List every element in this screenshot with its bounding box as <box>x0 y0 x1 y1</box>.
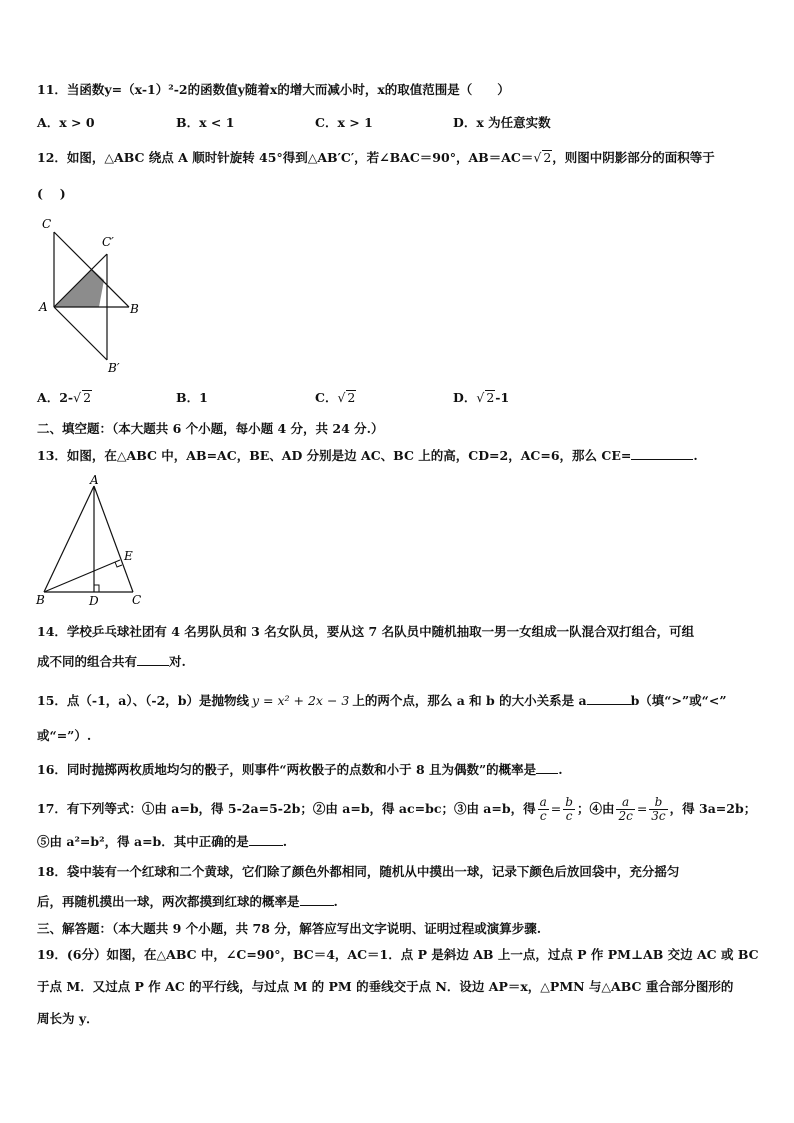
q11-option-a: A．x > 0 <box>37 115 95 130</box>
q16-stem: 16．同时抛掷两枚质地均匀的骰子，则事件“两枚骰子的点数和小于 8 且为偶数”的概率是 . <box>37 762 563 777</box>
section-3-heading: 三、解答题：（本大题共 9 个小题，共 78 分，解答应写出文字说明、证明过程或演算步骤. <box>37 921 542 936</box>
q12-label-c: C <box>42 217 52 231</box>
q12-figure <box>34 212 154 382</box>
q14-line2: 成不同的组合共有 对. <box>37 654 186 669</box>
q17-fraction-b-c: $\frac{b}{c}$ <box>565 795 573 823</box>
q12-option-d: D．√ 2-1 <box>453 390 510 405</box>
q16-answer-blank[interactable] <box>536 761 558 774</box>
q11-option-b: B．x < 1 <box>176 115 235 130</box>
q12-option-c: C．√ 2 <box>315 390 356 405</box>
q12-label-b-prime: B′ <box>108 361 120 375</box>
q18-answer-blank[interactable] <box>300 893 334 906</box>
q13-answer-blank[interactable] <box>631 447 693 460</box>
q13-label-b: B <box>36 593 45 607</box>
q11-stem: 11．当函数y=（x-1）²-2的函数值y随着x的增大而减小时，x的取值范围是（ ） <box>37 82 510 97</box>
q14-answer-blank[interactable] <box>137 653 169 666</box>
q13-stem: 13．如图，在△ABC 中，AB=AC，BE、AD 分别是边 AC、BC 上的高，CD=2，AC=6，那么 CE= . <box>37 448 698 463</box>
q12-label-a: A <box>39 300 48 314</box>
q12-stem-root: 2 <box>543 150 552 165</box>
q17-fraction-a-2c: $\frac{a}{2c}$ <box>618 795 633 823</box>
section-2-heading: 二、填空题：（本大题共 6 个小题，每小题 4 分，共 24 分.） <box>37 421 384 436</box>
q15-line1: 15．点（-1，a）、（-2，b）是抛物线 y = x² + 2x − 3 上的两个点，那么 a 和 b 的大小关系是 a b（填“>”或“<” <box>37 693 727 708</box>
q13-figure <box>34 474 154 610</box>
q14-line1: 14．学校乒乓球社团有 4 名男队员和 3 名女队员，要从这 7 名队员中随机抽取一男一女组成一队混合双打组合，可组 <box>37 624 695 639</box>
q13-right-angle-d <box>94 585 99 592</box>
q15-answer-blank[interactable] <box>587 692 631 705</box>
q12-stem: 12．如图，△ABC 绕点 A 顺时针旋转 45°得到△AB′C′，若∠BAC＝90°，AB＝AC＝√ 2，则图中阴影部分的面积等于 <box>37 150 715 165</box>
q12-option-a: A．2-√ 2 <box>37 390 92 405</box>
q17-line2: ⑤由 a²=b²，得 a=b．其中正确的是 . <box>37 834 288 849</box>
q15-formula: y = x² + 2x − 3 <box>252 693 350 708</box>
q11-option-d: D．x 为任意实数 <box>453 115 551 130</box>
q12-label-c-prime: C′ <box>102 235 114 249</box>
q12-label-b: B <box>130 302 139 316</box>
q13-label-e: E <box>124 549 133 563</box>
q13-right-angle-e <box>115 562 122 567</box>
q18-line1: 18．袋中装有一个红球和二个黄球，它们除了颜色外都相同，随机从中摸出一球，记录下颜色后放回袋中，充分摇匀 <box>37 864 680 879</box>
q19-line2: 于点 M．又过点 P 作 AC 的平行线，与过点 M 的 PM 的垂线交于点 N．设边 AP＝x，△PMN 与△ABC 重合部分图形的 <box>37 979 734 994</box>
q17-fraction-b-3c: $\frac{b}{3c}$ <box>651 795 666 823</box>
q12-option-b: B．1 <box>176 390 208 405</box>
q12-paren: ( ) <box>37 186 66 201</box>
q13-label-d: D <box>89 594 99 608</box>
q15-line2: 或“=”）. <box>37 728 92 743</box>
q13-label-a: A <box>90 474 99 487</box>
q17-answer-blank[interactable] <box>249 833 283 846</box>
q18-line2: 后，再随机摸出一球，两次都摸到红球的概率是 . <box>37 894 338 909</box>
q11-option-c: C．x > 1 <box>315 115 373 130</box>
q13-label-c: C <box>132 593 142 607</box>
q19-line1: 19．(6分）如图，在△ABC 中，∠C=90°，BC＝4，AC＝1．点 P 是斜边 AB 上一点，过点 P 作 PM⊥AB 交边 AC 或 BC <box>37 947 759 962</box>
q17-line1: 17．有下列等式：①由 a=b，得 5-2a=5-2b；②由 a=b，得 ac=bc；③由 a=b，得 $\frac{a}{c}$ = $\frac{b}{c}$ ；④由 $\frac{a}{2c}$ = $\frac{b}{3c}$ ，得 3a=2b； <box>37 795 757 823</box>
q19-line3: 周长为 y． <box>37 1011 99 1026</box>
q17-fraction-a-c: $\frac{a}{c}$ <box>539 795 547 823</box>
